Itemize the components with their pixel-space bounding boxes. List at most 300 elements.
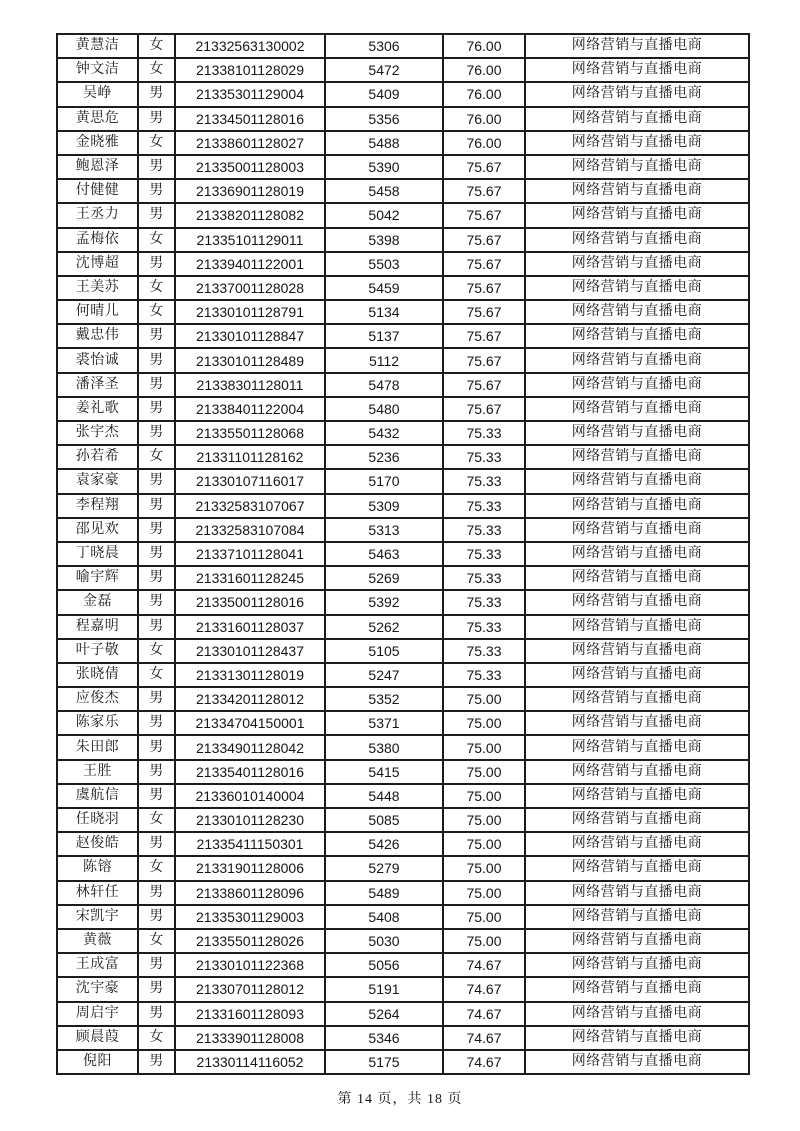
- cell-major: 网络营销与直播电商: [525, 808, 749, 832]
- cell-gender: 男: [138, 881, 175, 905]
- cell-score: 75.33: [443, 615, 525, 639]
- cell-gender: 女: [138, 929, 175, 953]
- cell-exam-code: 5489: [325, 881, 443, 905]
- cell-id-number: 21330101122368: [175, 953, 325, 977]
- cell-score: 75.67: [443, 348, 525, 372]
- cell-name: 裘怡诚: [57, 348, 138, 372]
- cell-gender: 男: [138, 421, 175, 445]
- cell-id-number: 21336010140004: [175, 784, 325, 808]
- cell-score: 76.00: [443, 82, 525, 106]
- table-row: [57, 155, 749, 179]
- cell-exam-code: 5030: [325, 929, 443, 953]
- cell-id-number: 21330101128791: [175, 300, 325, 324]
- cell-exam-code: 5459: [325, 276, 443, 300]
- cell-score: 75.33: [443, 445, 525, 469]
- cell-exam-code: 5170: [325, 469, 443, 493]
- cell-major: 网络营销与直播电商: [525, 953, 749, 977]
- cell-gender: 男: [138, 711, 175, 735]
- cell-gender: 女: [138, 808, 175, 832]
- cell-major: 网络营销与直播电商: [525, 518, 749, 542]
- cell-score: 75.33: [443, 542, 525, 566]
- cell-gender: 女: [138, 1026, 175, 1050]
- cell-id-number: 21339401122001: [175, 252, 325, 276]
- table-row: [57, 421, 749, 445]
- table-row: [57, 494, 749, 518]
- table-row: [57, 905, 749, 929]
- table-row: [57, 58, 749, 82]
- cell-exam-code: 5306: [325, 34, 443, 58]
- cell-score: 75.33: [443, 518, 525, 542]
- cell-gender: 女: [138, 663, 175, 687]
- cell-gender: 男: [138, 977, 175, 1001]
- cell-score: 75.67: [443, 179, 525, 203]
- cell-id-number: 21335501128068: [175, 421, 325, 445]
- table-row: [57, 131, 749, 155]
- table-row: [57, 856, 749, 880]
- cell-gender: 男: [138, 82, 175, 106]
- cell-gender: 女: [138, 300, 175, 324]
- cell-gender: 女: [138, 445, 175, 469]
- table-row: [57, 977, 749, 1001]
- cell-gender: 男: [138, 469, 175, 493]
- cell-major: 网络营销与直播电商: [525, 856, 749, 880]
- cell-exam-code: 5390: [325, 155, 443, 179]
- table-row: [57, 784, 749, 808]
- cell-exam-code: 5264: [325, 1002, 443, 1026]
- cell-name: 倪阳: [57, 1050, 138, 1074]
- cell-id-number: 21331601128245: [175, 566, 325, 590]
- cell-gender: 男: [138, 252, 175, 276]
- cell-id-number: 21334704150001: [175, 711, 325, 735]
- cell-name: 虞航信: [57, 784, 138, 808]
- cell-id-number: 21330114116052: [175, 1050, 325, 1074]
- table-row: [57, 929, 749, 953]
- cell-name: 张晓倩: [57, 663, 138, 687]
- table-row: [57, 687, 749, 711]
- cell-score: 75.00: [443, 784, 525, 808]
- cell-major: 网络营销与直播电商: [525, 832, 749, 856]
- cell-name: 沈博超: [57, 252, 138, 276]
- cell-id-number: 21334501128016: [175, 107, 325, 131]
- cell-id-number: 21331101128162: [175, 445, 325, 469]
- cell-id-number: 21331601128093: [175, 1002, 325, 1026]
- cell-gender: 男: [138, 348, 175, 372]
- cell-name: 陈家乐: [57, 711, 138, 735]
- cell-gender: 男: [138, 953, 175, 977]
- cell-major: 网络营销与直播电商: [525, 1050, 749, 1074]
- cell-score: 75.00: [443, 832, 525, 856]
- table-row: [57, 1050, 749, 1074]
- table-row: [57, 82, 749, 106]
- cell-name: 叶子敬: [57, 639, 138, 663]
- cell-score: 75.67: [443, 276, 525, 300]
- cell-major: 网络营销与直播电商: [525, 494, 749, 518]
- cell-id-number: 21335301129004: [175, 82, 325, 106]
- cell-exam-code: 5356: [325, 107, 443, 131]
- cell-exam-code: 5432: [325, 421, 443, 445]
- cell-id-number: 21335001128016: [175, 590, 325, 614]
- cell-score: 76.00: [443, 131, 525, 155]
- cell-name: 黄薇: [57, 929, 138, 953]
- cell-id-number: 21335411150301: [175, 832, 325, 856]
- cell-id-number: 21334901128042: [175, 735, 325, 759]
- cell-gender: 男: [138, 107, 175, 131]
- cell-name: 何晴儿: [57, 300, 138, 324]
- cell-major: 网络营销与直播电商: [525, 252, 749, 276]
- cell-major: 网络营销与直播电商: [525, 445, 749, 469]
- table-row: [57, 228, 749, 252]
- cell-major: 网络营销与直播电商: [525, 687, 749, 711]
- cell-score: 76.00: [443, 107, 525, 131]
- cell-major: 网络营销与直播电商: [525, 276, 749, 300]
- cell-name: 鲍恩泽: [57, 155, 138, 179]
- cell-major: 网络营销与直播电商: [525, 228, 749, 252]
- cell-id-number: 21335501128026: [175, 929, 325, 953]
- cell-exam-code: 5392: [325, 590, 443, 614]
- cell-exam-code: 5309: [325, 494, 443, 518]
- cell-id-number: 21338101128029: [175, 58, 325, 82]
- cell-id-number: 21338401122004: [175, 397, 325, 421]
- cell-name: 付健健: [57, 179, 138, 203]
- cell-major: 网络营销与直播电商: [525, 179, 749, 203]
- table-row: [57, 639, 749, 663]
- results-table: [56, 33, 750, 1075]
- cell-name: 周启宇: [57, 1002, 138, 1026]
- cell-major: 网络营销与直播电商: [525, 711, 749, 735]
- table-row: [57, 276, 749, 300]
- table-row: [57, 300, 749, 324]
- cell-name: 丁晓晨: [57, 542, 138, 566]
- results-table-body: [57, 34, 749, 1074]
- cell-gender: 女: [138, 856, 175, 880]
- cell-exam-code: 5463: [325, 542, 443, 566]
- table-row: [57, 590, 749, 614]
- cell-gender: 女: [138, 34, 175, 58]
- cell-name: 任晓羽: [57, 808, 138, 832]
- cell-major: 网络营销与直播电商: [525, 784, 749, 808]
- cell-exam-code: 5480: [325, 397, 443, 421]
- cell-id-number: 21337001128028: [175, 276, 325, 300]
- cell-exam-code: 5503: [325, 252, 443, 276]
- cell-score: 75.67: [443, 300, 525, 324]
- cell-score: 75.67: [443, 324, 525, 348]
- cell-name: 陈镕: [57, 856, 138, 880]
- cell-exam-code: 5191: [325, 977, 443, 1001]
- cell-id-number: 21338601128096: [175, 881, 325, 905]
- cell-gender: 男: [138, 735, 175, 759]
- cell-id-number: 21330701128012: [175, 977, 325, 1001]
- cell-id-number: 21334201128012: [175, 687, 325, 711]
- cell-exam-code: 5112: [325, 348, 443, 372]
- cell-major: 网络营销与直播电商: [525, 929, 749, 953]
- table-row: [57, 760, 749, 784]
- cell-exam-code: 5085: [325, 808, 443, 832]
- cell-gender: 男: [138, 784, 175, 808]
- cell-id-number: 21331601128037: [175, 615, 325, 639]
- table-row: [57, 542, 749, 566]
- cell-exam-code: 5472: [325, 58, 443, 82]
- cell-score: 75.00: [443, 687, 525, 711]
- cell-exam-code: 5409: [325, 82, 443, 106]
- cell-exam-code: 5042: [325, 203, 443, 227]
- cell-score: 75.33: [443, 639, 525, 663]
- cell-major: 网络营销与直播电商: [525, 590, 749, 614]
- cell-name: 沈宇豪: [57, 977, 138, 1001]
- cell-score: 75.00: [443, 881, 525, 905]
- table-row: [57, 34, 749, 58]
- table-row: [57, 203, 749, 227]
- cell-exam-code: 5262: [325, 615, 443, 639]
- table-row: [57, 469, 749, 493]
- cell-exam-code: 5448: [325, 784, 443, 808]
- cell-exam-code: 5137: [325, 324, 443, 348]
- cell-gender: 男: [138, 590, 175, 614]
- cell-score: 75.33: [443, 566, 525, 590]
- cell-name: 林轩任: [57, 881, 138, 905]
- cell-name: 金晓雅: [57, 131, 138, 155]
- cell-name: 程嘉明: [57, 615, 138, 639]
- cell-major: 网络营销与直播电商: [525, 324, 749, 348]
- table-row: [57, 179, 749, 203]
- cell-major: 网络营销与直播电商: [525, 34, 749, 58]
- cell-exam-code: 5236: [325, 445, 443, 469]
- cell-major: 网络营销与直播电商: [525, 663, 749, 687]
- cell-id-number: 21330101128489: [175, 348, 325, 372]
- table-row: [57, 373, 749, 397]
- cell-name: 王美苏: [57, 276, 138, 300]
- cell-gender: 男: [138, 203, 175, 227]
- cell-exam-code: 5352: [325, 687, 443, 711]
- cell-score: 75.33: [443, 421, 525, 445]
- cell-id-number: 21332583107067: [175, 494, 325, 518]
- cell-name: 王胜: [57, 760, 138, 784]
- cell-major: 网络营销与直播电商: [525, 107, 749, 131]
- cell-exam-code: 5134: [325, 300, 443, 324]
- cell-score: 76.00: [443, 34, 525, 58]
- cell-major: 网络营销与直播电商: [525, 542, 749, 566]
- table-row: [57, 107, 749, 131]
- cell-gender: 男: [138, 518, 175, 542]
- cell-name: 姜礼歌: [57, 397, 138, 421]
- table-row: [57, 518, 749, 542]
- cell-id-number: 21336901128019: [175, 179, 325, 203]
- table-row: [57, 615, 749, 639]
- table-row: [57, 711, 749, 735]
- cell-score: 75.33: [443, 469, 525, 493]
- cell-exam-code: 5478: [325, 373, 443, 397]
- cell-name: 钟文洁: [57, 58, 138, 82]
- cell-exam-code: 5488: [325, 131, 443, 155]
- cell-exam-code: 5371: [325, 711, 443, 735]
- cell-name: 吴峥: [57, 82, 138, 106]
- cell-major: 网络营销与直播电商: [525, 203, 749, 227]
- cell-score: 74.67: [443, 977, 525, 1001]
- table-row: [57, 397, 749, 421]
- cell-score: 75.00: [443, 905, 525, 929]
- cell-name: 李程翔: [57, 494, 138, 518]
- table-row: [57, 881, 749, 905]
- cell-name: 孟梅依: [57, 228, 138, 252]
- cell-id-number: 21337101128041: [175, 542, 325, 566]
- cell-major: 网络营销与直播电商: [525, 469, 749, 493]
- cell-major: 网络营销与直播电商: [525, 82, 749, 106]
- table-row: [57, 348, 749, 372]
- cell-id-number: 21335301129003: [175, 905, 325, 929]
- cell-major: 网络营销与直播电商: [525, 760, 749, 784]
- table-row: [57, 832, 749, 856]
- cell-id-number: 21330101128847: [175, 324, 325, 348]
- cell-id-number: 21332583107084: [175, 518, 325, 542]
- cell-gender: 女: [138, 276, 175, 300]
- cell-name: 潘泽圣: [57, 373, 138, 397]
- cell-name: 孙若希: [57, 445, 138, 469]
- cell-major: 网络营销与直播电商: [525, 373, 749, 397]
- cell-name: 顾晨葭: [57, 1026, 138, 1050]
- cell-gender: 男: [138, 566, 175, 590]
- cell-name: 朱田郎: [57, 735, 138, 759]
- cell-score: 74.67: [443, 1002, 525, 1026]
- table-row: [57, 663, 749, 687]
- cell-score: 75.00: [443, 856, 525, 880]
- cell-score: 75.33: [443, 590, 525, 614]
- cell-gender: 男: [138, 494, 175, 518]
- cell-gender: 女: [138, 228, 175, 252]
- cell-id-number: 21338201128082: [175, 203, 325, 227]
- cell-exam-code: 5105: [325, 639, 443, 663]
- cell-id-number: 21338601128027: [175, 131, 325, 155]
- page-number-footer: 第 14 页，共 18 页: [337, 1092, 463, 1107]
- cell-name: 邵见欢: [57, 518, 138, 542]
- cell-name: 王成富: [57, 953, 138, 977]
- table-row: [57, 808, 749, 832]
- cell-name: 喻宇辉: [57, 566, 138, 590]
- cell-gender: 男: [138, 687, 175, 711]
- cell-score: 75.00: [443, 929, 525, 953]
- cell-name: 宋凯宇: [57, 905, 138, 929]
- cell-score: 76.00: [443, 58, 525, 82]
- cell-exam-code: 5346: [325, 1026, 443, 1050]
- cell-score: 75.00: [443, 808, 525, 832]
- cell-major: 网络营销与直播电商: [525, 131, 749, 155]
- cell-gender: 男: [138, 1002, 175, 1026]
- table-row: [57, 953, 749, 977]
- cell-id-number: 21332563130002: [175, 34, 325, 58]
- cell-id-number: 21338301128011: [175, 373, 325, 397]
- cell-major: 网络营销与直播电商: [525, 1002, 749, 1026]
- cell-name: 戴忠伟: [57, 324, 138, 348]
- cell-gender: 男: [138, 542, 175, 566]
- table-row: [57, 324, 749, 348]
- cell-score: 75.67: [443, 373, 525, 397]
- cell-gender: 男: [138, 615, 175, 639]
- cell-gender: 男: [138, 155, 175, 179]
- cell-id-number: 21331901128006: [175, 856, 325, 880]
- cell-major: 网络营销与直播电商: [525, 639, 749, 663]
- cell-score: 75.00: [443, 760, 525, 784]
- cell-major: 网络营销与直播电商: [525, 155, 749, 179]
- cell-major: 网络营销与直播电商: [525, 735, 749, 759]
- table-row: [57, 1026, 749, 1050]
- table-row: [57, 566, 749, 590]
- cell-score: 74.67: [443, 1026, 525, 1050]
- cell-gender: 男: [138, 905, 175, 929]
- cell-major: 网络营销与直播电商: [525, 421, 749, 445]
- cell-id-number: 21335101129011: [175, 228, 325, 252]
- cell-score: 75.00: [443, 711, 525, 735]
- cell-id-number: 21331301128019: [175, 663, 325, 687]
- cell-score: 75.00: [443, 735, 525, 759]
- cell-gender: 男: [138, 397, 175, 421]
- cell-exam-code: 5398: [325, 228, 443, 252]
- cell-exam-code: 5458: [325, 179, 443, 203]
- cell-name: 张宇杰: [57, 421, 138, 445]
- table-row: [57, 735, 749, 759]
- cell-major: 网络营销与直播电商: [525, 977, 749, 1001]
- cell-score: 75.67: [443, 228, 525, 252]
- cell-major: 网络营销与直播电商: [525, 881, 749, 905]
- cell-score: 75.67: [443, 203, 525, 227]
- cell-gender: 男: [138, 1050, 175, 1074]
- cell-name: 赵俊皓: [57, 832, 138, 856]
- cell-major: 网络营销与直播电商: [525, 300, 749, 324]
- table-row: [57, 445, 749, 469]
- cell-gender: 女: [138, 639, 175, 663]
- cell-id-number: 21333901128008: [175, 1026, 325, 1050]
- cell-name: 金磊: [57, 590, 138, 614]
- table-row: [57, 252, 749, 276]
- cell-exam-code: 5408: [325, 905, 443, 929]
- cell-gender: 男: [138, 760, 175, 784]
- cell-major: 网络营销与直播电商: [525, 1026, 749, 1050]
- cell-name: 王丞力: [57, 203, 138, 227]
- cell-exam-code: 5415: [325, 760, 443, 784]
- cell-name: 应俊杰: [57, 687, 138, 711]
- cell-major: 网络营销与直播电商: [525, 566, 749, 590]
- cell-id-number: 21330101128437: [175, 639, 325, 663]
- cell-id-number: 21335401128016: [175, 760, 325, 784]
- cell-score: 75.33: [443, 494, 525, 518]
- cell-score: 75.33: [443, 663, 525, 687]
- cell-major: 网络营销与直播电商: [525, 58, 749, 82]
- cell-gender: 男: [138, 373, 175, 397]
- cell-major: 网络营销与直播电商: [525, 615, 749, 639]
- cell-score: 75.67: [443, 397, 525, 421]
- cell-gender: 男: [138, 832, 175, 856]
- cell-score: 74.67: [443, 953, 525, 977]
- cell-gender: 女: [138, 58, 175, 82]
- cell-score: 75.67: [443, 155, 525, 179]
- cell-exam-code: 5269: [325, 566, 443, 590]
- cell-id-number: 21330101128230: [175, 808, 325, 832]
- cell-gender: 男: [138, 179, 175, 203]
- cell-id-number: 21335001128003: [175, 155, 325, 179]
- cell-major: 网络营销与直播电商: [525, 348, 749, 372]
- cell-name: 黄慧洁: [57, 34, 138, 58]
- cell-name: 袁家豪: [57, 469, 138, 493]
- cell-major: 网络营销与直播电商: [525, 905, 749, 929]
- cell-exam-code: 5426: [325, 832, 443, 856]
- cell-exam-code: 5175: [325, 1050, 443, 1074]
- cell-exam-code: 5279: [325, 856, 443, 880]
- cell-score: 74.67: [443, 1050, 525, 1074]
- cell-exam-code: 5380: [325, 735, 443, 759]
- cell-name: 黄思危: [57, 107, 138, 131]
- cell-gender: 女: [138, 131, 175, 155]
- cell-exam-code: 5313: [325, 518, 443, 542]
- cell-major: 网络营销与直播电商: [525, 397, 749, 421]
- cell-id-number: 21330107116017: [175, 469, 325, 493]
- cell-exam-code: 5247: [325, 663, 443, 687]
